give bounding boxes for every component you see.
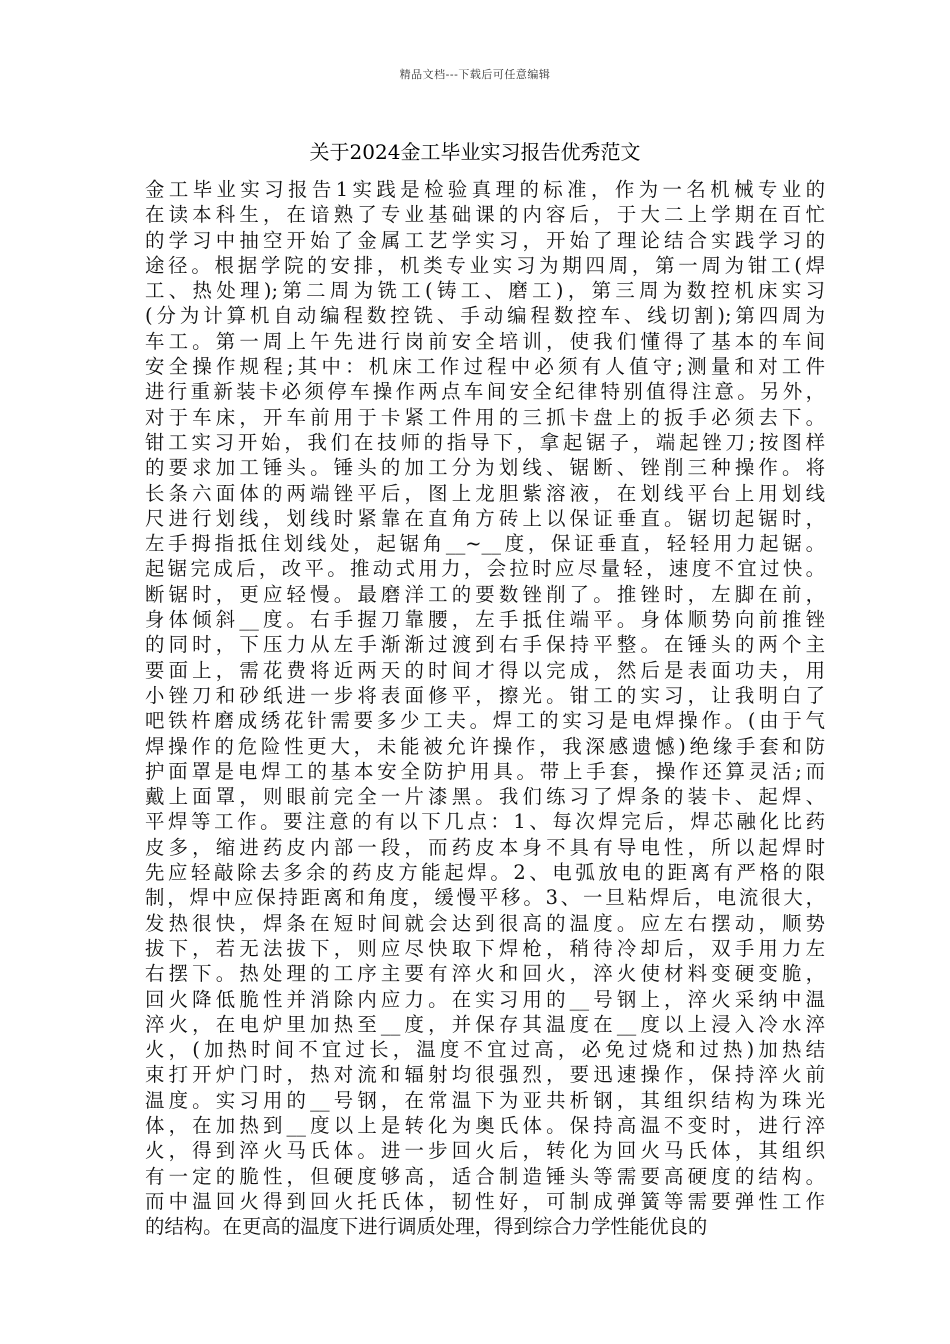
body-text-line: 尺进行划线，划线时紧靠在直角方砖上以保证垂直。锯切起锯时， [145,506,825,530]
body-text-line: 起锯完成后，改平。推动式用力，会拉时应尽量轻，速度不宜过快。 [145,557,825,581]
page-header: 精品文档---下载后可任意编辑 [399,68,551,81]
document-body [145,177,825,1239]
body-text-line: 束打开炉门时，热对流和辐射均很强烈，要迅速操作，保持淬火前 [145,1063,825,1087]
body-text-line: 平焊等工作。要注意的有以下几点：1、每次焊完后，焊芯融化比药 [145,810,825,834]
body-text-line: 火，(加热时间不宜过长，温度不宜过高，必免过烧和过热)加热结 [145,1038,825,1062]
body-text-line: 有一定的脆性，但硬度够高，适合制造锤头等需要高硬度的结构。 [145,1164,825,1188]
body-text-line: (分为计算机自动编程数控铣、手动编程数控车、线切割);第四周为 [145,304,825,328]
body-text-line: 火，得到淬火马氏体。进一步回火后，转化为回火马氏体，其组织 [145,1139,825,1163]
document-title: 关于2024金工毕业实习报告优秀范文 [309,140,641,164]
body-text-line: 长条六面体的两端锉平后，图上龙胆紫溶液，在划线平台上用划线 [145,481,825,505]
body-text-line: 钳工实习开始，我们在技师的指导下，拿起锯子，端起锉刀;按图样 [145,430,825,454]
body-text-line: 回火降低脆性并消除内应力。在实习用的__号钢上，淬火采纳中温 [145,987,825,1011]
body-text-line: 先应轻敲除去多余的药皮方能起焊。2、电弧放电的距离有严格的限 [145,861,825,885]
body-text-line: 戴上面罩，则眼前完全一片漆黑。我们练习了焊条的装卡、起焊、 [145,785,825,809]
body-text-line: 对于车床，开车前用于卡紧工件用的三抓卡盘上的扳手必须去下。 [145,405,825,429]
body-text-line: 拔下，若无法拔下，则应尽快取下焊枪，稍待冷却后，双手用力左 [145,936,825,960]
body-text-line: 小锉刀和砂纸进一步将表面修平，擦光。钳工的实习，让我明白了 [145,683,825,707]
body-text-line: 工、热处理);第二周为铣工(铸工、磨工)，第三周为数控机床实习 [145,279,825,303]
body-text-line: 左手拇指抵住划线处，起锯角__~__度，保证垂直，轻轻用力起锯。 [145,532,825,556]
body-text-line: 发热很快，焊条在短时间就会达到很高的温度。应左右摆动，顺势 [145,911,825,935]
body-text-line: 右摆下。热处理的工序主要有淬火和回火，淬火使材料变硬变脆， [145,962,825,986]
body-text-line: 护面罩是电焊工的基本安全防护用具。带上手套，操作还算灵活;而 [145,759,825,783]
body-text-line: 在读本科生，在谙熟了专业基础课的内容后，于大二上学期在百忙 [145,203,825,227]
body-text-line: 体，在加热到__度以上是转化为奥氏体。保持高温不变时，进行淬 [145,1113,825,1137]
body-text-line: 温度。实习用的__号钢，在常温下为亚共析钢，其组织结构为珠光 [145,1088,825,1112]
body-text-line: 吧铁杵磨成绣花针需要多少工夫。焊工的实习是电焊操作。(由于气 [145,709,825,733]
body-text-line: 皮多，缩进药皮内部一段，而药皮本身不具有导电性，所以起焊时 [145,835,825,859]
body-text-line: 淬火，在电炉里加热至__度，并保存其温度在__度以上浸入冷水淬 [145,1012,825,1036]
body-text-line: 的学习中抽空开始了金属工艺学实习，开始了理论结合实践学习的 [145,228,825,252]
body-text-line: 的结构。在更高的温度下进行调质处理，得到综合力学性能优良的 [145,1215,708,1239]
body-text-line: 制，焊中应保持距离和角度，缓慢平移。3、一旦粘焊后，电流很大， [145,886,825,910]
body-text-line: 进行重新装卡必须停车操作两点车间安全纪律特别值得注意。另外， [145,380,825,404]
body-text-line: 而中温回火得到回火托氏体，韧性好，可制成弹簧等需要弹性工作 [145,1189,825,1213]
body-text-line: 途径。根据学院的安排，机类专业实习为期四周，第一周为钳工(焊 [145,253,825,277]
body-text-line: 的同时，下压力从左手渐渐过渡到右手保持平整。在锤头的两个主 [145,633,825,657]
body-text-line: 身体倾斜__度。右手握刀靠腰，左手抵住端平。身体顺势向前推锉 [145,608,825,632]
body-text-line: 焊操作的危险性更大，未能被允许操作，我深感遗憾)绝缘手套和防 [145,734,825,758]
body-text-line: 安全操作规程;其中：机床工作过程中必须有人值守;测量和对工件 [145,355,825,379]
body-text-line: 的要求加工锤头。锤头的加工分为划线、锯断、锉削三种操作。将 [145,456,825,480]
body-text-line: 要面上，需花费将近两天的时间才得以完成，然后是表面功夫，用 [145,658,825,682]
body-text-line: 车工。第一周上午先进行岗前安全培训，使我们懂得了基本的车间 [145,329,825,353]
body-text-line: 金工毕业实习报告1实践是检验真理的标准，作为一名机械专业的 [145,178,825,201]
body-text-line: 断锯时，更应轻慢。最磨洋工的要数锉削了。推锉时，左脚在前， [145,582,825,606]
